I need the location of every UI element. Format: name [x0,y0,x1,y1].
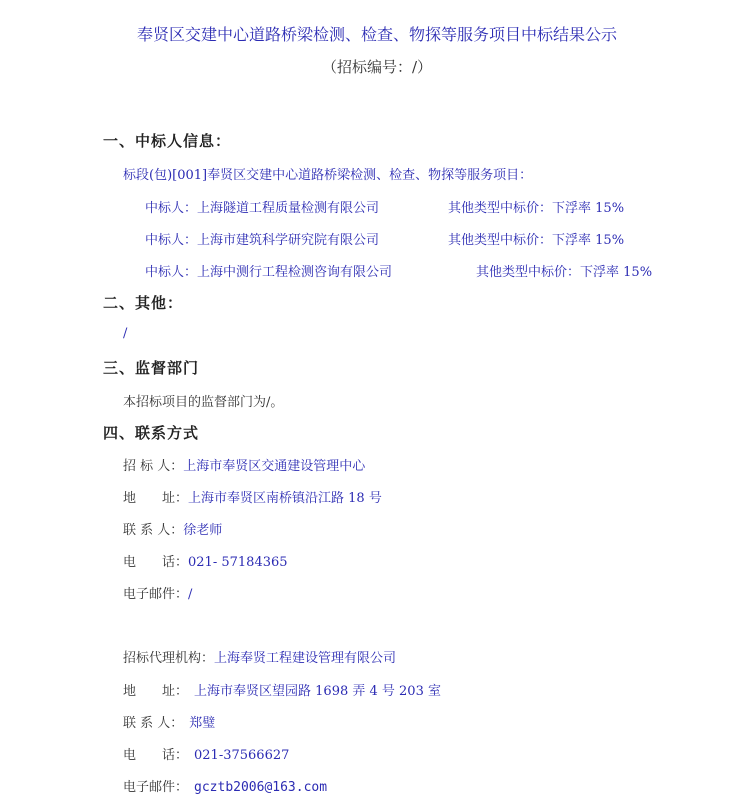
winner-name: 上海市建筑科学研究院有限公司 [197,233,380,248]
contact-row-email [123,583,192,602]
contact-label: 联 系 人： [123,716,184,731]
contact-value: 021-37566627 [194,748,290,763]
winner-row [145,261,392,280]
lot-description: 标段(包)[001]奉贤区交建中心道路桥梁检测、检查、物探等服务项目： [123,168,533,183]
section-other-heading: 二、其他： [103,294,184,312]
winner-price [476,261,652,280]
contact-value: 徐老师 [183,523,223,538]
other-content: / [123,326,128,341]
contact-row-address [123,487,382,506]
section-contact-heading: 四、联系方式 [103,424,200,442]
contact-label: 电子邮件： [123,780,189,795]
price-label: 其他类型中标价： [448,233,553,248]
price-label: 其他类型中标价： [448,201,553,216]
winner-label: 中标人： [145,265,198,280]
price-value: 下浮率 15% [580,265,653,280]
winner-label: 中标人： [145,233,198,248]
winner-name: 上海中测行工程检测咨询有限公司 [197,265,393,280]
winner-row [145,197,379,216]
contact-value: 郑璧 [189,716,216,731]
agency-row-name [123,647,396,666]
tender-number: （招标编号：/） [321,58,433,76]
agency-row-person [123,712,215,731]
price-value: 下浮率 15% [552,233,625,248]
contact-label: 联 系 人： [123,523,184,538]
price-label: 其他类型中标价： [476,265,581,280]
contact-row-tenderer [123,455,365,474]
contact-row-person [123,519,222,538]
contact-label: 电子邮件： [123,587,189,602]
supervision-content: 本招标项目的监督部门为/。 [123,395,284,410]
section-supervision-heading: 三、监督部门 [103,359,200,377]
contact-value: 上海奉贤工程建设管理有限公司 [214,651,397,666]
contact-value: 上海市奉贤区交通建设管理中心 [183,459,366,474]
price-value: 下浮率 15% [552,201,625,216]
contact-value: 上海市奉贤区望园路 1698 弄 4 号 203 室 [194,684,441,699]
contact-value: 上海市奉贤区南桥镇沿江路 18 号 [188,491,382,506]
winner-row [145,229,379,248]
contact-label: 地 址： [123,684,189,699]
agency-row-email [123,776,327,795]
contact-label: 地 址： [123,491,189,506]
contact-value: 021- 57184365 [188,555,288,570]
contact-value: / [188,587,193,602]
winner-price [448,197,624,216]
page-title: 奉贤区交建中心道路桥梁检测、检查、物探等服务项目中标结果公示 [136,25,617,44]
contact-label: 电 话： [123,748,189,763]
winner-price [448,229,624,248]
agency-row-address [123,680,441,699]
contact-row-phone [123,551,288,570]
contact-label: 电 话： [123,555,189,570]
section-winner-heading: 一、中标人信息： [103,132,232,150]
contact-label: 招 标 人： [123,459,184,474]
contact-value: gcztb2006@163.com [194,780,328,795]
agency-row-phone [123,744,289,763]
winner-label: 中标人： [145,201,198,216]
winner-name: 上海隧道工程质量检测有限公司 [197,201,380,216]
contact-label: 招标代理机构： [123,651,215,666]
